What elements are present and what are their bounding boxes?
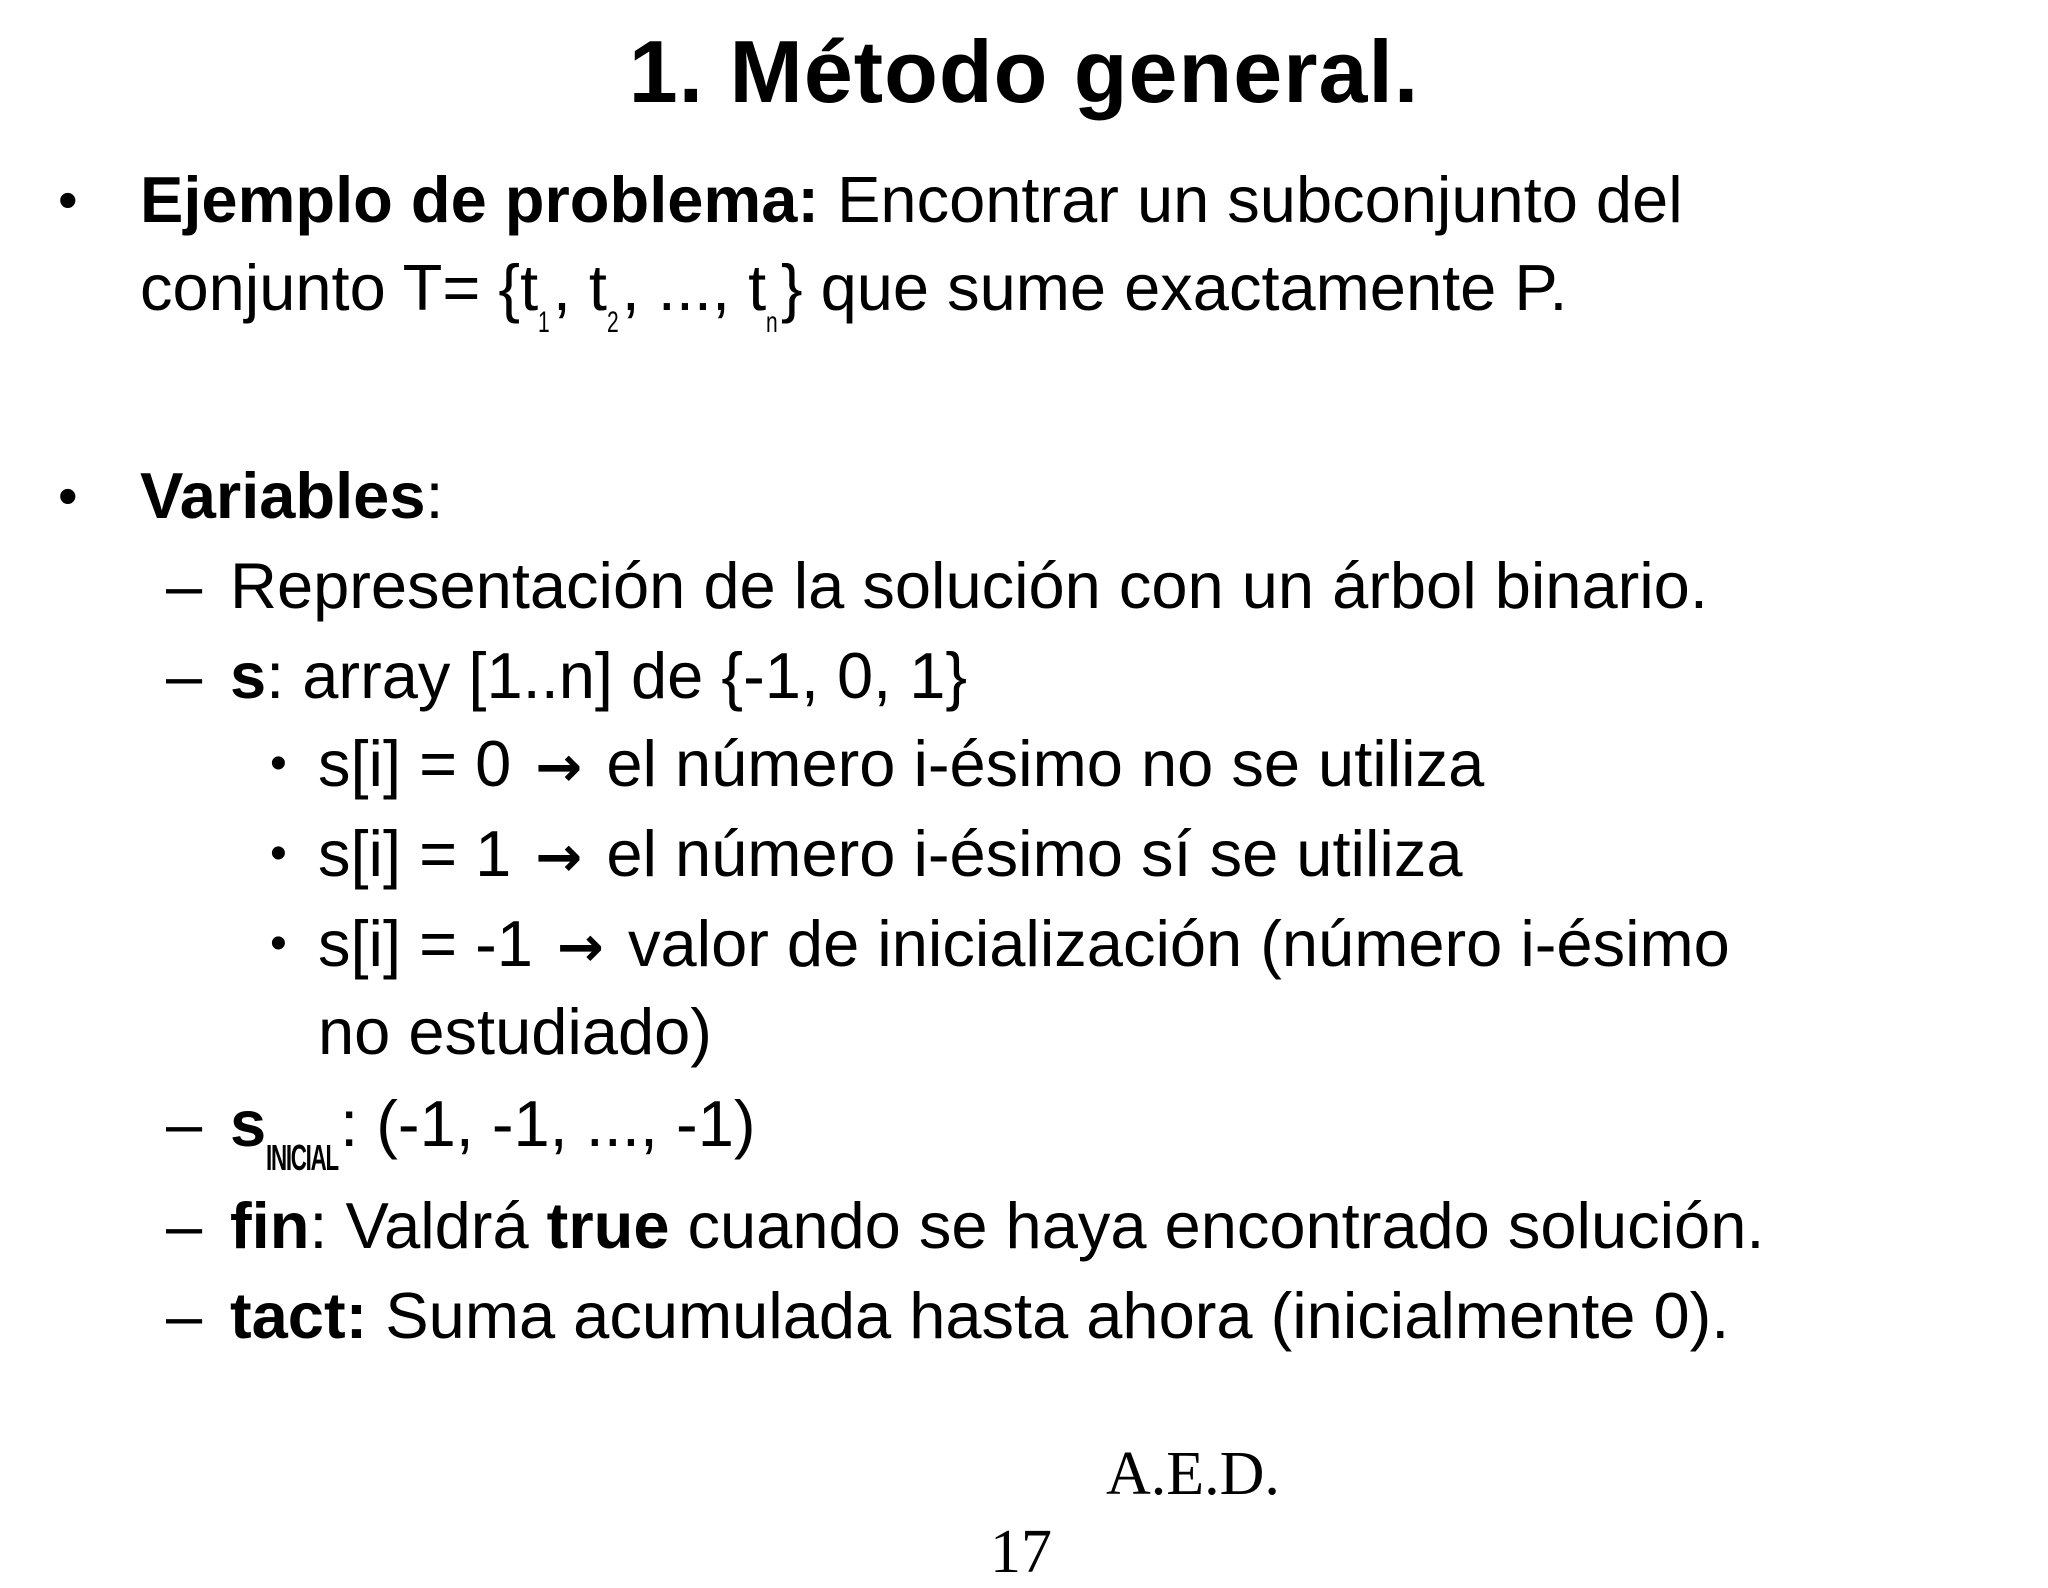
representation-item: Representación de la solución con un árbol binario. bbox=[230, 549, 1708, 622]
fin-text-a: : Valdrá bbox=[309, 1189, 547, 1262]
problem-example-line-2 bbox=[140, 248, 1567, 338]
arrow-right-icon: → bbox=[557, 915, 604, 980]
problem-example-label: Ejemplo de problema: bbox=[140, 163, 820, 236]
problem-example-text: Encontrar un subconjunto del bbox=[819, 163, 1683, 236]
sub-bullet-icon: • bbox=[270, 917, 287, 970]
dash-icon: – bbox=[166, 1087, 203, 1160]
bullet-icon: • bbox=[58, 168, 78, 231]
set-definition-prefix: conjunto T= {t bbox=[140, 251, 539, 324]
set-separator-2: , ..., t bbox=[621, 251, 767, 324]
variables-heading bbox=[140, 456, 444, 536]
s-zero-meaning: el número i-ésimo no se utiliza bbox=[606, 727, 1485, 800]
dash-icon: – bbox=[166, 639, 203, 712]
set-definition-suffix: } que sume exactamente P. bbox=[780, 251, 1568, 324]
s-one-item bbox=[318, 814, 1462, 898]
s-inicial-label: s bbox=[230, 1087, 267, 1160]
footer-page-number: 17 bbox=[990, 1518, 1052, 1586]
tact-item bbox=[230, 1276, 1729, 1356]
s-one-condition: s[i] = 1 bbox=[318, 817, 512, 890]
sub-bullet-icon: • bbox=[270, 827, 287, 880]
bullet-icon: • bbox=[58, 464, 78, 527]
s-one-meaning: el número i-ésimo sí se utiliza bbox=[606, 817, 1463, 890]
s-array-item bbox=[230, 636, 967, 716]
subscript-2: 2 bbox=[607, 306, 618, 339]
s-minus-one-item bbox=[318, 904, 1730, 988]
subscript-n: n bbox=[766, 306, 777, 339]
s-array-text: : array [1..n] de {-1, 0, 1} bbox=[266, 639, 968, 712]
tact-label: tact: bbox=[230, 1279, 368, 1352]
footer-course: A.E.D. bbox=[1106, 1440, 1280, 1508]
problem-example-line-1 bbox=[140, 160, 1683, 240]
subscript-1: 1 bbox=[538, 306, 549, 339]
s-inicial-text: : (-1, -1, ..., -1) bbox=[340, 1087, 756, 1160]
fin-item bbox=[230, 1186, 1764, 1266]
fin-true-keyword: true bbox=[546, 1189, 670, 1262]
variables-label: Variables bbox=[140, 459, 426, 532]
s-zero-condition: s[i] = 0 bbox=[318, 727, 512, 800]
fin-label: fin bbox=[230, 1189, 310, 1262]
arrow-right-icon: → bbox=[535, 825, 583, 890]
s-label: s bbox=[230, 639, 267, 712]
variables-colon: : bbox=[425, 459, 444, 532]
dash-icon: – bbox=[166, 549, 203, 622]
slide-title: 1. Método general. bbox=[628, 22, 1420, 121]
s-zero-item bbox=[318, 724, 1484, 808]
s-inicial-item bbox=[230, 1084, 755, 1176]
sub-bullet-icon: • bbox=[270, 737, 287, 790]
s-minus-one-condition: s[i] = -1 bbox=[318, 907, 533, 980]
dash-icon: – bbox=[166, 1189, 203, 1262]
fin-text-b: cuando se haya encontrado solución. bbox=[669, 1189, 1765, 1262]
s-minus-one-meaning: valor de inicialización (número i-ésimo bbox=[627, 907, 1730, 980]
dash-icon: – bbox=[166, 1279, 203, 1352]
set-separator-1: , t bbox=[552, 251, 607, 324]
tact-text: Suma acumulada hasta ahora (inicialmente 0). bbox=[367, 1279, 1730, 1352]
arrow-right-icon: → bbox=[535, 735, 583, 800]
s-minus-one-continuation: no estudiado) bbox=[318, 995, 712, 1068]
s-inicial-subscript: INICIAL bbox=[266, 1137, 339, 1178]
